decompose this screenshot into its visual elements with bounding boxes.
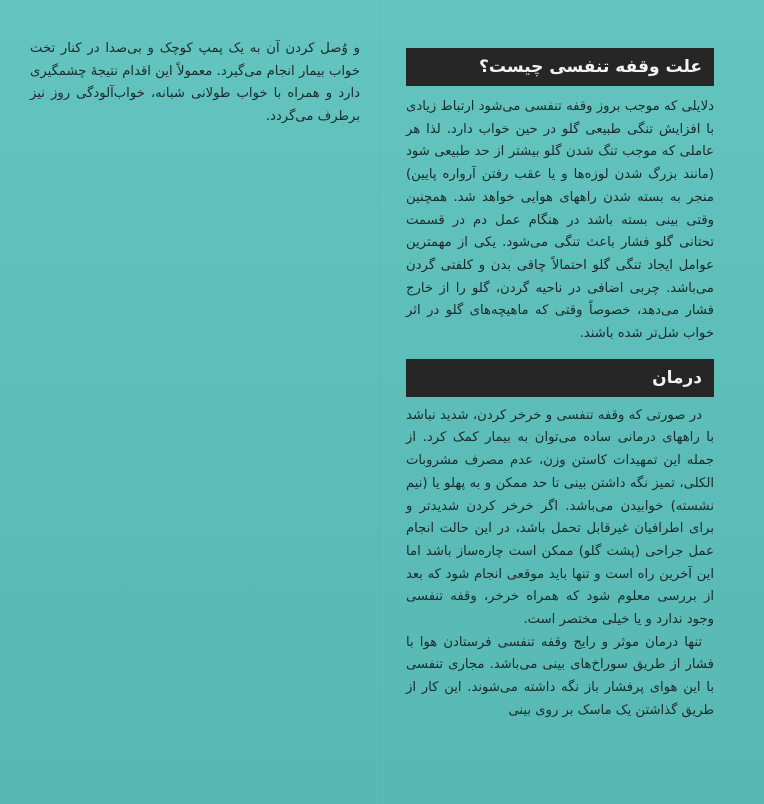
right-column — [406, 48, 714, 723]
left-paragraph: و وُصل کردن آن به یک پمپ کوچک و بی‌صدا در کنار تخت خواب بیمار انجام می‌گیرد. معمولاً این اقدام نتیجهٔ چشمگیری دارد و همراه با خواب طولانی شبانه، خواب‌آلودگی روز نیز برطرف می‌گردد. — [30, 41, 360, 124]
cause-paragraph: دلایلی که موجب بروز وقفه تنفسی می‌شود ارتباط زیادی با افزایش تنگی طبیعی گلو در حین خواب دارد. لذا هر عاملی که موجب تنگ شدن گلو بیشتر از حد طبیعی شود (مانند بزرگ شدن لوزه‌ها و یا عقب رفتن آرواره پایین) منجر به بسته شدن راههای هوایی خواهد شد. همچنین وقتی بینی بسته باشد در هنگام عمل دم در قسمت تحتانی گلو فشار باعث تنگی می‌شود. یکی از مهمترین عوامل ایجاد تنگی گلو احتمالاً چاقی بدن و کلفتی گردن می‌باشد. چربی اضافی در ناحیه گردن، گلو را از خارج فشار می‌دهد، خصوصاً وقتی که ماهیچه‌های گلو در اثر خواب شل‌تر شده باشند. — [406, 99, 714, 342]
treatment-paragraph-1: در صورتی که وقفه تنفسی و خرخر کردن، شدید نباشد با راههای درمانی ساده می‌توان به بیمار کمک کرد. از جمله این تمهیدات کاستن وزن، عدم مصرف مشروبات الکلی، تمیز نگه داشتن بینی تا حد ممکن و به پهلو یا (نیم نشسته) خوابیدن می‌باشد. اگر خرخر کردن شدیدتر و برای اطرافیان غیرقابل تحمل باشد، در این حالت انجام عمل جراحی (پشت گلو) ممکن است چاره‌ساز باشد اما این آخرین راه است و تنها باید موقعی انجام شود که بعد از بررسی معلوم شود که همراه خرخر، وقفه تنفسی وجود ندارد و یا خیلی مختصر است. — [406, 407, 714, 628]
section-heading-cause: علت وقفه تنفسی چیست؟ — [406, 48, 714, 86]
treatment-paragraph-2: تنها درمان موثر و رایج وقفه تنفسی فرستادن هوا با فشار از طریق سوراخ‌های بینی می‌باشد. مجاری تنفسی با این هوای پرفشار باز نگه داشته می‌شوند. این کار از طریق گذاشتن یک ماسک بر روی بینی — [406, 634, 714, 718]
fold-line — [381, 0, 383, 804]
left-column — [30, 38, 360, 128]
section-heading-treatment: درمان — [406, 359, 714, 397]
